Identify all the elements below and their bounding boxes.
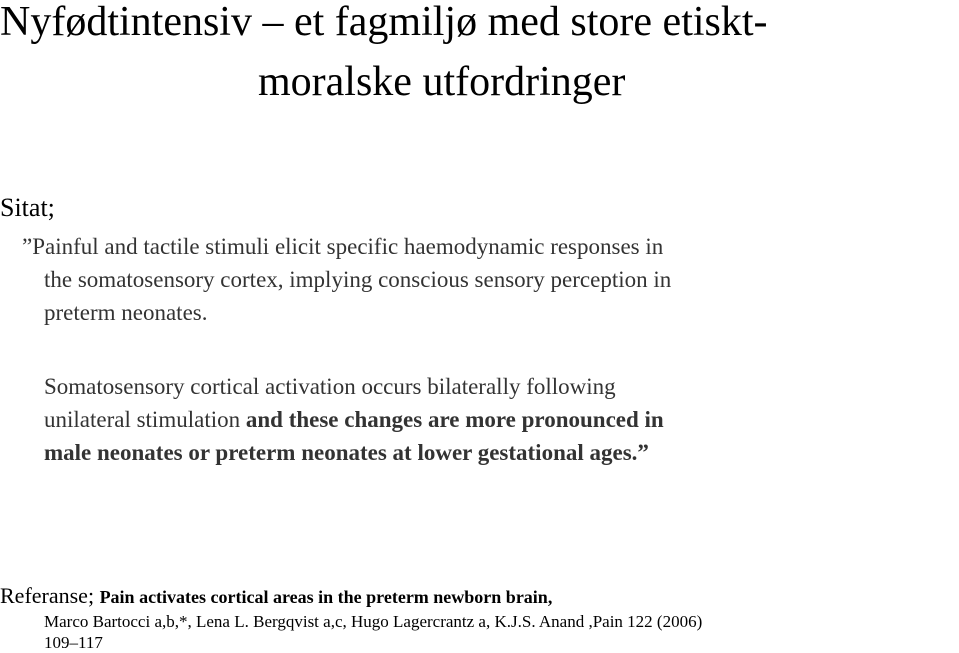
quote1-line-3: preterm neonates. bbox=[44, 300, 208, 325]
reference-line-1 bbox=[0, 581, 552, 612]
quote2-line-3-text: male neonates or preterm neonates at lower gestational ages. bbox=[44, 440, 638, 465]
reference-pages: 109–117 bbox=[44, 633, 103, 652]
sitat-label: Sitat; bbox=[0, 193, 55, 222]
closing-quote-mark: ” bbox=[637, 440, 649, 465]
quote1-line-2: the somatosensory cortex, implying conscious sensory perception in bbox=[44, 267, 672, 292]
page-title-line-2: moralske utfordringer bbox=[258, 59, 626, 105]
reference-title: Pain activates cortical areas in the preterm newborn brain, bbox=[99, 587, 553, 607]
page-title-line-1: Nyfødtintensiv – et fagmiljø med store etiskt- bbox=[0, 0, 768, 45]
quote2-line-3 bbox=[44, 436, 649, 469]
reference-authors: Marco Bartocci a,b,*, Lena L. Bergqvist a,c, Hugo Lagercrantz a, K.J.S. Anand ,Pain 122 (2006) bbox=[44, 612, 703, 631]
quote2-line-2-plain: unilateral stimulation bbox=[44, 407, 246, 432]
quote2-line-1: Somatosensory cortical activation occurs bilaterally following bbox=[44, 374, 616, 399]
reference-label: Referanse; bbox=[0, 583, 100, 608]
quote1-line-1: ”Painful and tactile stimuli elicit specific haemodynamic responses in bbox=[22, 234, 664, 259]
quote2-line-2 bbox=[44, 403, 664, 436]
quote2-line-2-bold: and these changes are more pronounced in bbox=[245, 407, 664, 432]
